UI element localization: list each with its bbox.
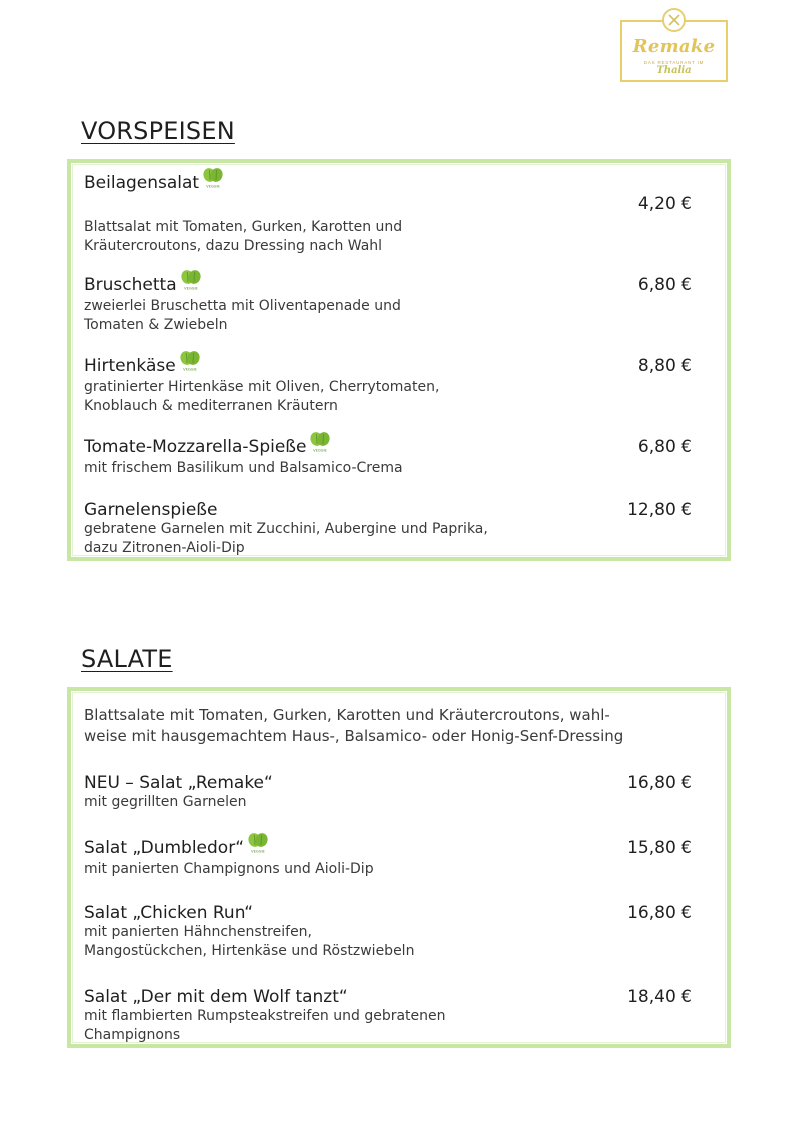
dish-name: Tomate-Mozzarella-Spieße bbox=[84, 437, 307, 457]
dish-price: 16,80 € bbox=[627, 773, 692, 793]
veggie-leaf-icon bbox=[202, 167, 224, 189]
veggie-leaf-icon bbox=[309, 431, 331, 453]
logo-name: Remake bbox=[632, 36, 716, 57]
dish-price: 12,80 € bbox=[627, 500, 692, 520]
menu-item bbox=[84, 275, 704, 335]
dish-description: mit panierten Hähnchenstreifen, bbox=[84, 924, 312, 940]
dish-description: gebratene Garnelen mit Zucchini, Aubergine und Paprika, bbox=[84, 521, 488, 537]
dish-description: Knoblauch & mediterranen Kräutern bbox=[84, 398, 338, 414]
cutlery-icon bbox=[662, 8, 686, 32]
menu-item bbox=[84, 987, 704, 1045]
dish-price: 18,40 € bbox=[627, 987, 692, 1007]
dish-name: Salat „Chicken Run“ bbox=[84, 903, 254, 923]
logo-tagline: DAS RESTAURANT IM bbox=[643, 60, 705, 65]
vorspeisen-menu-box bbox=[67, 159, 731, 561]
dish-description: mit frischem Basilikum und Balsamico-Crema bbox=[84, 460, 403, 476]
dish-description: Champignons bbox=[84, 1027, 181, 1043]
dish-name: NEU – Salat „Remake“ bbox=[84, 773, 273, 793]
dish-price: 15,80 € bbox=[627, 838, 692, 858]
salate-menu-box bbox=[67, 687, 731, 1048]
logo-subtitle: Thalia bbox=[656, 65, 692, 76]
dish-name: Salat „Der mit dem Wolf tanzt“ bbox=[84, 987, 348, 1007]
menu-item bbox=[84, 356, 704, 416]
dish-description: Kräutercroutons, dazu Dressing nach Wahl bbox=[84, 238, 383, 254]
menu-item bbox=[84, 500, 704, 558]
dish-price: 6,80 € bbox=[637, 275, 692, 295]
dish-description: dazu Zitronen-Aioli-Dip bbox=[84, 540, 245, 556]
menu-item bbox=[84, 437, 704, 478]
dish-description: mit gegrillten Garnelen bbox=[84, 794, 247, 810]
section-heading-salate: SALATE bbox=[81, 645, 173, 673]
dish-price: 8,80 € bbox=[637, 356, 692, 376]
svg-text:VEGGIE: VEGGIE bbox=[206, 184, 220, 189]
veggie-leaf-icon bbox=[179, 350, 201, 372]
dish-description: mit flambierten Rumpsteakstreifen und gebratenen bbox=[84, 1008, 446, 1024]
dish-name: Bruschetta bbox=[84, 275, 177, 295]
svg-text:VEGGIE: VEGGIE bbox=[182, 367, 197, 372]
dish-name: Hirtenkäse bbox=[84, 356, 176, 376]
menu-item bbox=[84, 838, 704, 879]
dish-price: 6,80 € bbox=[637, 437, 692, 457]
veggie-leaf-icon bbox=[247, 832, 269, 854]
dish-name: Garnelenspieße bbox=[84, 500, 218, 520]
svg-text:VEGGIE: VEGGIE bbox=[183, 286, 198, 291]
menu-item bbox=[84, 173, 704, 256]
dish-description: mit panierten Champignons und Aioli-Dip bbox=[84, 861, 374, 877]
section-heading-vorspeisen: VORSPEISEN bbox=[81, 117, 235, 145]
veggie-leaf-icon bbox=[180, 269, 202, 291]
restaurant-logo bbox=[620, 20, 728, 82]
dish-description: zweierlei Bruschetta mit Oliventapenade und bbox=[84, 298, 401, 314]
svg-text:VEGGIE: VEGGIE bbox=[251, 849, 265, 854]
dish-description: Blattsalat mit Tomaten, Gurken, Karotten und bbox=[84, 219, 403, 235]
salad-intro-text: Blattsalate mit Tomaten, Gurken, Karotten und Kräutercroutons, wahl- weise mit hausgemachtem Haus-, Balsamico- oder Honig-Senf-Dressing bbox=[84, 706, 624, 745]
dish-description: Mangostückchen, Hirtenkäse und Röstzwiebeln bbox=[84, 943, 415, 959]
dish-description: gratinierter Hirtenkäse mit Oliven, Cherrytomaten, bbox=[84, 379, 440, 395]
dish-name: Beilagensalat bbox=[84, 173, 200, 193]
menu-item bbox=[84, 903, 704, 961]
dish-name: Salat „Dumbledor“ bbox=[84, 838, 245, 858]
dish-price: 16,80 € bbox=[627, 903, 692, 923]
dish-description: Tomaten & Zwiebeln bbox=[84, 317, 228, 333]
menu-item bbox=[84, 773, 704, 812]
svg-text:VEGGIE: VEGGIE bbox=[313, 448, 328, 453]
dish-price: 4,20 € bbox=[637, 194, 692, 214]
